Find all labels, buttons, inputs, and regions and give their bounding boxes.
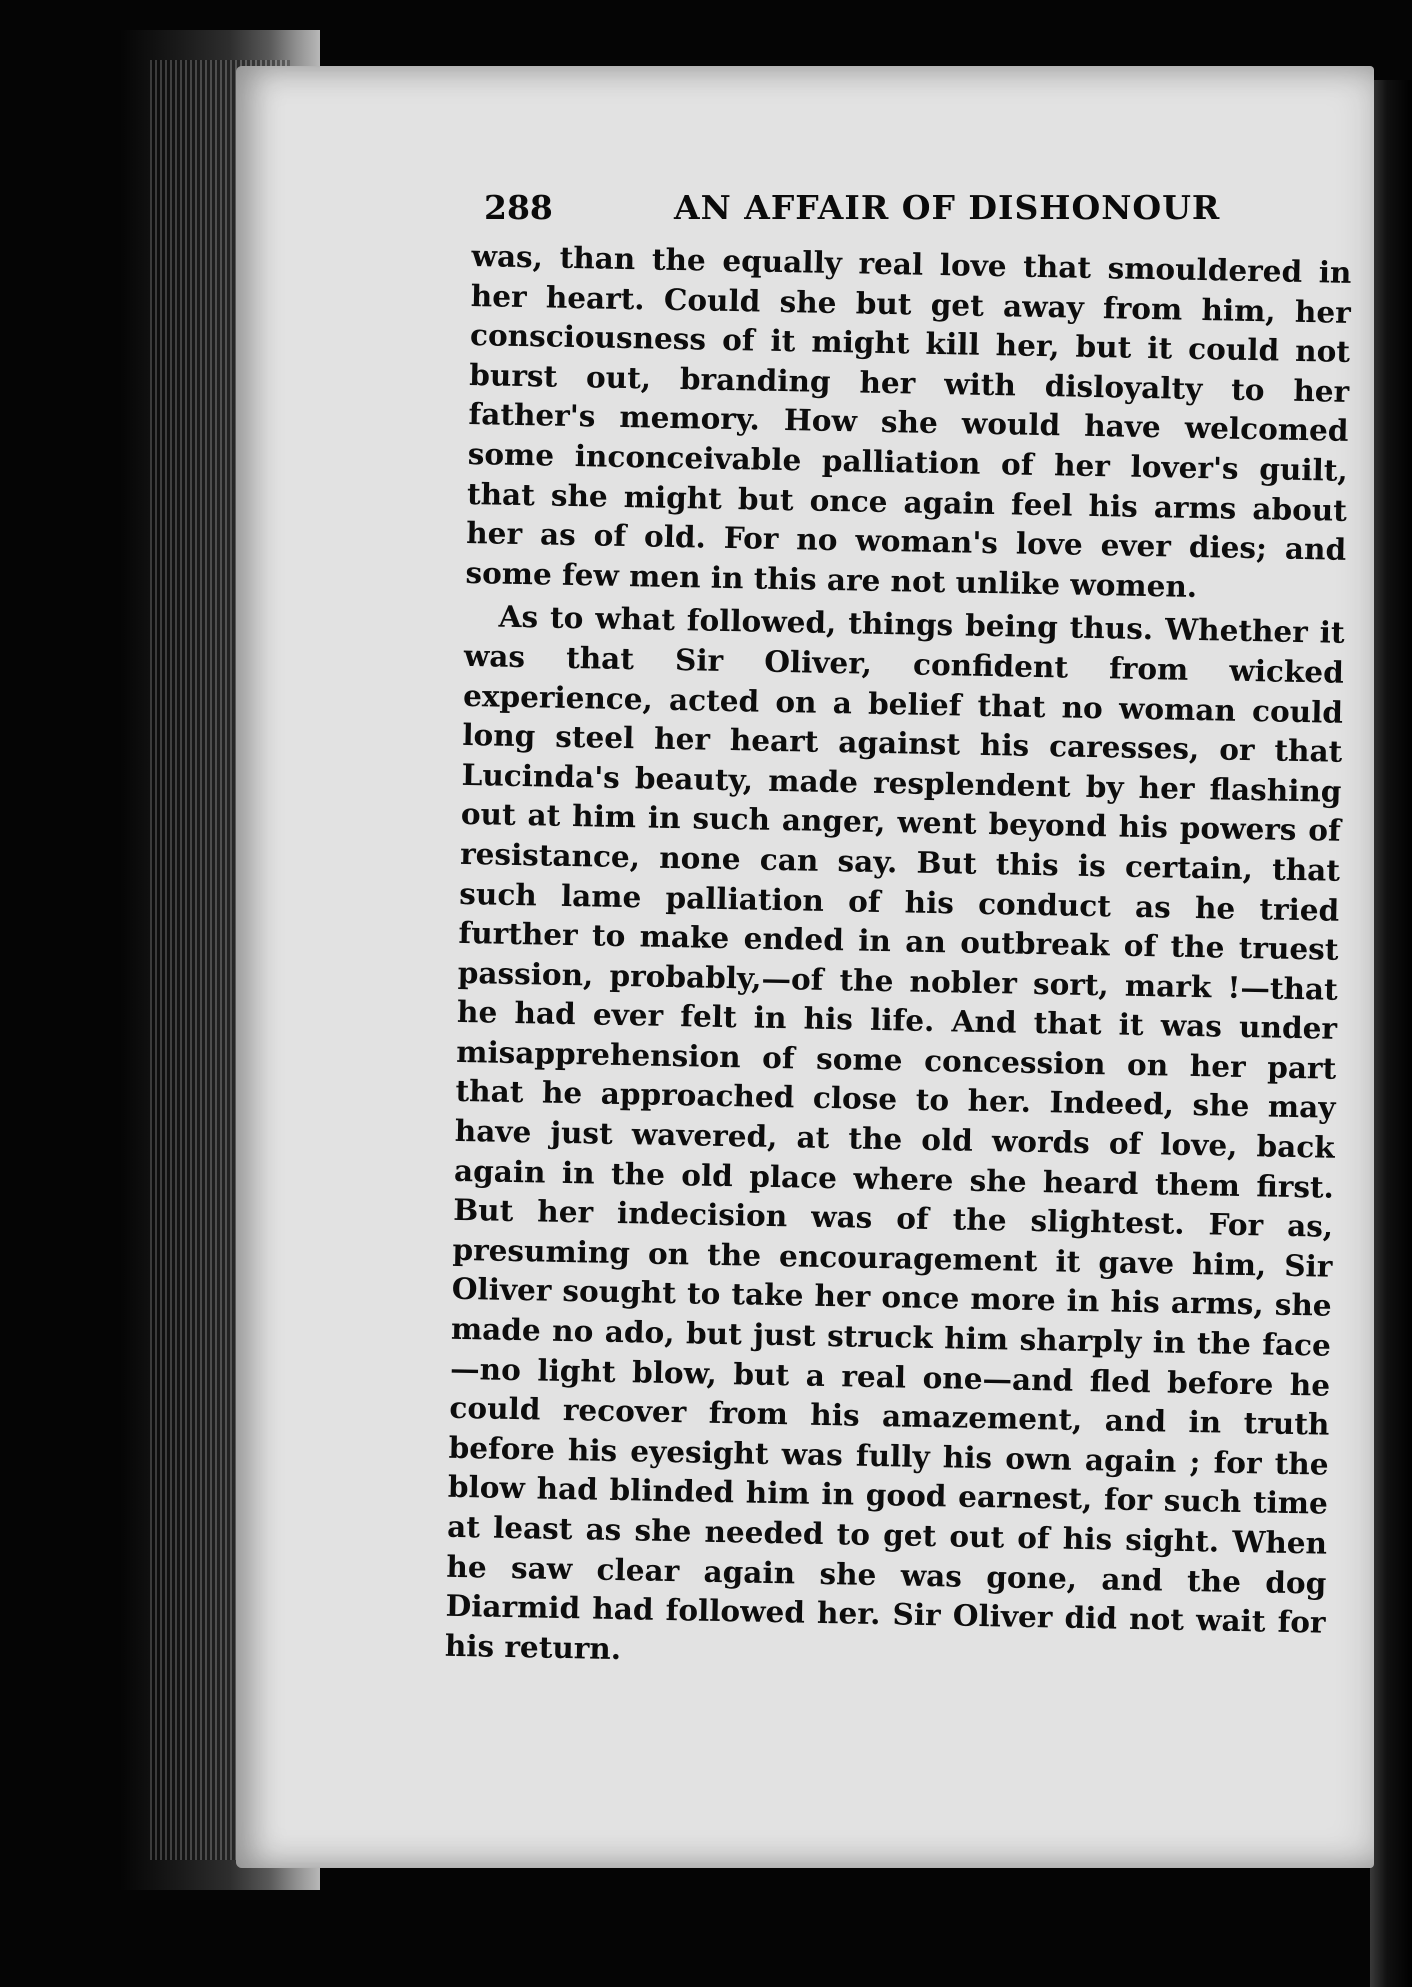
running-head (484, 178, 1224, 238)
paragraph-continued: was, than the equally real love that smouldered in her heart. Could she but get away from him, her consciousness of it might kill her, but it could not burst out, branding her with disloyalty to her father's memory. How she would have welcomed some inconceivable palliation of her lover's guilt, that she might but once again feel his arms about her as of old. For no woman's love ever dies; and some few men in this are not unlike women. (465, 237, 1352, 604)
body-text (445, 236, 1352, 1682)
adjacent-page-edge (1370, 80, 1412, 1987)
page-number: 288 (484, 188, 553, 227)
running-title: AN AFFAIR OF DISHONOUR (674, 188, 1221, 227)
paragraph: As to what followed, things being thus. Whether it was that Sir Oliver, confident from wicked experience, acted on a belief that no woman could long steel her heart against his caresses, or that Lucinda's beauty, made resplendent by her flashing out at him in such anger, went beyond his powers of resistance, none can say. But this is certain, that such lame palliation of his conduct as he tried further to make ended in an outbreak of the truest passion, probably,—of the nobler sort, mark !—that he had ever felt in his life. And that it was under misapprehension of some concession on her part that he approached close to her. Indeed, she may have just wavered, at the old words of love, back again in the old place where she heard them first. But her indecision was of the slightest. For as, presuming on the encouragement it gave him, Sir Oliver sought to take her once more in his arms, she made no ado, but just struck him sharply in the face—no light blow, but a real one—and fled before he could recover from his amazement, and in truth before his eyesight was fully his own again ; for the blow had blinded him in good earnest, for such time at least as she needed to get out of his sight. When he saw clear again she was gone, and the dog Diarmid had followed her. Sir Oliver did not wait for his return. (444, 598, 1345, 1666)
book-page (236, 66, 1374, 1868)
